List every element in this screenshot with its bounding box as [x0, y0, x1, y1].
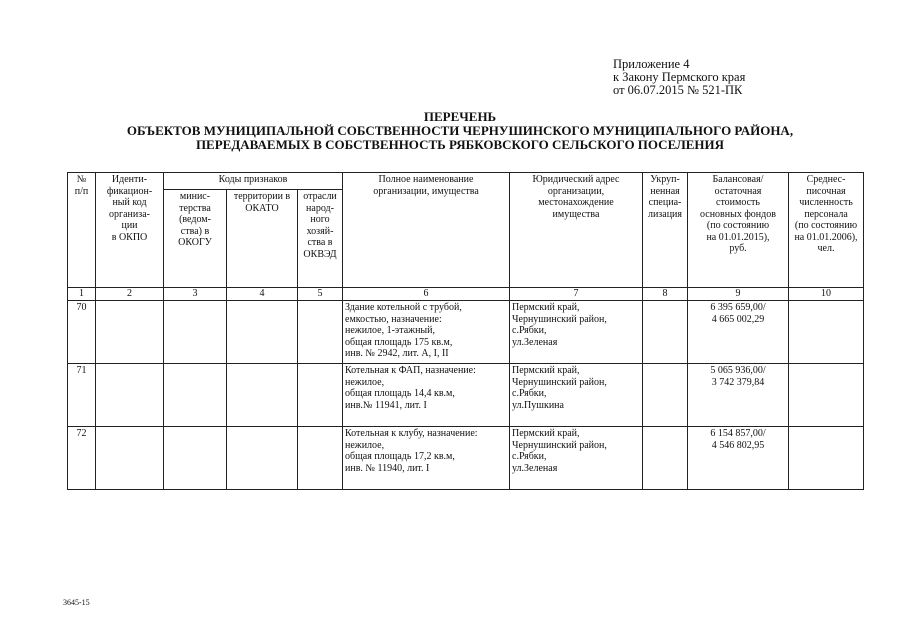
column-number: 6 — [343, 288, 510, 301]
cost-cell: 5 065 936,00/ 3 742 379,84 — [688, 364, 789, 427]
appendix-line: Приложение 4 — [613, 57, 690, 71]
name-cell: Котельная к клубу, назначение: нежилое, общая площадь 17,2 кв.м, инв. № 11940, лит. I — [343, 427, 510, 490]
column-number: 9 — [688, 288, 789, 301]
okpo-cell — [96, 301, 164, 364]
column-numbers-row — [68, 288, 864, 301]
table-row — [68, 427, 864, 490]
property-table — [67, 172, 864, 490]
okato-cell — [227, 427, 298, 490]
okato-cell — [227, 301, 298, 364]
header-okato: территории в ОКАТО — [227, 190, 298, 288]
column-number: 1 — [68, 288, 96, 301]
cost-cell: 6 395 659,00/ 4 665 002,29 — [688, 301, 789, 364]
staff-cell — [789, 427, 864, 490]
appendix-line: от 06.07.2015 № 521-ПК — [613, 83, 743, 97]
document-title — [60, 110, 860, 152]
okpo-cell — [96, 364, 164, 427]
staff-cell — [789, 364, 864, 427]
okogu-cell — [164, 427, 227, 490]
header-num: № п/п — [68, 173, 96, 288]
column-number: 5 — [298, 288, 343, 301]
header-name: Полное наименование организации, имущества — [343, 173, 510, 288]
title-line: ПЕРЕЧЕНЬ — [423, 109, 497, 124]
okogu-cell — [164, 301, 227, 364]
header-codes-group: Коды признаков — [164, 173, 343, 190]
row-number: 71 — [68, 364, 96, 427]
row-number: 70 — [68, 301, 96, 364]
name-cell: Здание котельной с трубой, емкостью, назначение: нежилое, 1-этажный, общая площадь 175 кв.м, инв. № 2942, лит. А, I, II — [343, 301, 510, 364]
header-okved: отрасли народ- ного хозяй- ства в ОКВЭД — [298, 190, 343, 288]
address-cell: Пермский край, Чернушинский район, с.Рябки, ул.Зеленая — [510, 301, 643, 364]
specialization-cell — [643, 364, 688, 427]
column-number: 3 — [164, 288, 227, 301]
okved-cell — [298, 364, 343, 427]
specialization-cell — [643, 427, 688, 490]
column-number: 8 — [643, 288, 688, 301]
okato-cell — [227, 364, 298, 427]
address-cell: Пермский край, Чернушинский район, с.Рябки, ул.Пушкина — [510, 364, 643, 427]
address-cell: Пермский край, Чернушинский район, с.Рябки, ул.Зеленая — [510, 427, 643, 490]
header-specialization: Укруп- ненная специа- лизация — [643, 173, 688, 288]
header-address: Юридический адрес организации, местонахождение имущества — [510, 173, 643, 288]
appendix-line: к Закону Пермского края — [613, 70, 746, 84]
header-cost: Балансовая/ остаточная стоимость основных фондов (по состоянию на 01.01.2015), руб. — [688, 173, 789, 288]
title-line: ПЕРЕДАВАЕМЫХ В СОБСТВЕННОСТЬ РЯБКОВСКОГО СЕЛЬСКОГО ПОСЕЛЕНИЯ — [195, 137, 725, 152]
okpo-cell — [96, 427, 164, 490]
column-number: 2 — [96, 288, 164, 301]
okved-cell — [298, 427, 343, 490]
header-okpo: Иденти- фикацион- ный код организа- ции в ОКПО — [96, 173, 164, 288]
header-staff: Среднес- писочная численность персонала (по состоянию на 01.01.2006), чел. — [789, 173, 864, 288]
row-number: 72 — [68, 427, 96, 490]
table-row — [68, 364, 864, 427]
table-row — [68, 301, 864, 364]
okogu-cell — [164, 364, 227, 427]
header-okogu: минис- терства (ведом- ства) в ОКОГУ — [164, 190, 227, 288]
column-number: 10 — [789, 288, 864, 301]
document-code: 3645-15 — [63, 598, 90, 607]
appendix-note — [613, 58, 745, 97]
specialization-cell — [643, 301, 688, 364]
okved-cell — [298, 301, 343, 364]
title-line: ОБЪЕКТОВ МУНИЦИПАЛЬНОЙ СОБСТВЕННОСТИ ЧЕРНУШИНСКОГО МУНИЦИПАЛЬНОГО РАЙОНА, — [126, 123, 794, 138]
column-number: 7 — [510, 288, 643, 301]
column-number: 4 — [227, 288, 298, 301]
name-cell: Котельная к ФАП, назначение: нежилое, общая площадь 14,4 кв.м, инв.№ 11941, лит. I — [343, 364, 510, 427]
staff-cell — [789, 301, 864, 364]
cost-cell: 6 154 857,00/ 4 546 802,95 — [688, 427, 789, 490]
